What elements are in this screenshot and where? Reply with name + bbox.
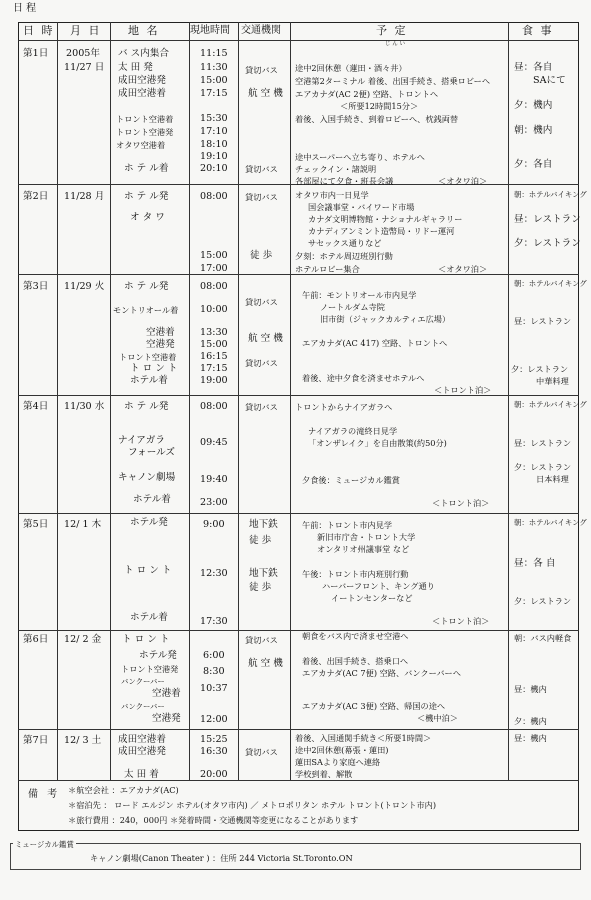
place: トロント空港発	[121, 664, 179, 674]
time: 20:10	[200, 163, 228, 174]
musical-text: キャノン劇場(Canon Theater ) ：住所 244 Victoria St.Toronto.ON	[90, 853, 353, 863]
remarks-line: ＊旅行費用 ：240，000円 ＊発着時間・交通機関等変更になることがあります	[68, 815, 359, 825]
transport: 貸切バス	[245, 164, 278, 174]
plan-line: 蓮田SAより家庭へ連絡	[295, 757, 381, 767]
transport: 貸切バス	[245, 297, 278, 307]
meal: 日本料理	[536, 474, 569, 484]
page-title: 日 程	[13, 3, 37, 14]
plan-line: 各部屋にて夕食・班長会議	[295, 176, 394, 186]
plan-line: 着後、入国手続き、到着ロビーへ、枕銭両替	[295, 114, 459, 124]
meal: 夕：レストラン	[511, 364, 569, 374]
place: 成田空港発	[118, 75, 166, 86]
header-plan: 予 定	[376, 24, 408, 37]
remarks-line: ＊航空会社 ：エアカナダ(AC)	[68, 785, 179, 795]
transport: 徒 歩	[249, 582, 272, 593]
meal: 夕：各自	[514, 159, 553, 170]
transport: 徒 歩	[250, 250, 273, 261]
meal: 夕：レストラン	[514, 238, 581, 249]
plan-line: 空港第2ターミナル 着後、出国手続き、搭乗ロビーへ	[295, 76, 491, 86]
date-label: 11/29 火	[64, 281, 105, 292]
plan-line: サセックス通りなど	[308, 238, 382, 248]
place: 成田空港着	[118, 734, 166, 745]
meal: 昼：レストラン	[514, 438, 572, 448]
plan-line: 午前：トロント市内見学	[302, 520, 393, 530]
plan-line: ＜トロント泊＞	[434, 385, 492, 395]
place: ホテル発	[130, 517, 168, 528]
meal: 朝：ホテルバイキング	[514, 400, 587, 409]
plan-line: エアカナダ(AC 2便) 空路、トロントへ	[295, 89, 439, 99]
day-label: 第6日	[23, 634, 49, 645]
plan-line: カナダ文明博物館・ナショナルギャラリー	[308, 214, 463, 224]
place: ト ロ ン ト	[130, 363, 178, 374]
day-label: 第2日	[23, 191, 49, 202]
time: 10:00	[200, 304, 228, 315]
plan-line: カナディアンミント造幣局・リドー運河	[308, 226, 455, 236]
plan-line: ＜トロント泊＞	[432, 498, 490, 508]
place: ホ テ ル発	[124, 401, 169, 412]
place: 成田空港着	[118, 88, 166, 99]
time: 08:00	[200, 281, 228, 292]
date-label: 12/ 1 木	[64, 519, 102, 530]
plan-line: 学校到着、解散	[295, 769, 353, 779]
meal: 中華料理	[536, 376, 569, 386]
place: モントリオール着	[113, 305, 179, 315]
time: 19:10	[200, 151, 228, 162]
place: フォールズ	[128, 447, 176, 458]
place: ホテル発	[139, 650, 177, 661]
place: バ ス内集合	[118, 48, 170, 59]
meal: 朝：ホテルバイキング	[514, 518, 587, 527]
plan-line: ホテルロビー集合	[295, 264, 360, 274]
time: 23:00	[200, 497, 228, 508]
place: 空港着	[152, 688, 181, 699]
plan-line: ＜機中泊＞	[417, 713, 458, 723]
time: 17:30	[200, 616, 228, 627]
day-label: 第5日	[23, 519, 49, 530]
plan-line: 夕刻：ホテル周辺班別行動	[295, 251, 393, 261]
header-date: 月 日	[70, 24, 102, 37]
header-transport: 交通機関	[241, 25, 281, 36]
place: ト ロ ン ト	[124, 565, 172, 576]
meal: 昼：各自	[514, 62, 553, 73]
time: 15:00	[200, 75, 228, 86]
plan-line: 夕食後：ミュージカル鑑賞	[302, 475, 400, 485]
plan-line: オタワ市内一日見学	[295, 190, 369, 200]
time: 08:00	[200, 191, 228, 202]
plan-line: 途中2回休憩（蓮田・酒々井）	[295, 63, 407, 73]
schedule-table	[18, 22, 579, 831]
date-label: 11/30 水	[64, 401, 105, 412]
time: 20:00	[200, 769, 228, 780]
remarks-label: 備 考	[28, 789, 61, 800]
plan-line: 旧市街（ジャックカルティエ広場）	[320, 314, 451, 324]
meal: 朝：ホテルバイキング	[514, 279, 587, 288]
plan-line: 着後、出国手続き、搭乗口へ	[302, 656, 409, 666]
time: 11:30	[200, 62, 228, 73]
time: 18:10	[200, 139, 228, 150]
meal: 夕：レストラン	[514, 462, 572, 472]
plan-line: ノートルダム寺院	[320, 302, 385, 312]
plan-line: 「オンザレイク」を自由散策(約50分)	[308, 438, 447, 448]
plan-line: エアカナダ(AC 3便) 空路、帰国の途へ	[302, 701, 446, 711]
time: 12:30	[200, 568, 228, 579]
place: バンクーバー	[121, 702, 165, 711]
place: ホ テ ル発	[124, 191, 169, 202]
plan-line: イートンセンターなど	[331, 593, 413, 603]
time: 9:00	[203, 519, 225, 530]
meal: 昼：レストラン	[514, 214, 581, 225]
meal: 昼：機内	[514, 684, 547, 694]
meal: 朝：ホテルバイキング	[514, 190, 587, 199]
date-label: 11/28 月	[64, 191, 105, 202]
transport: 航 空 機	[248, 88, 283, 99]
time: 08:00	[200, 401, 228, 412]
place: ト ロ ン ト	[122, 634, 170, 645]
time: 10:37	[200, 683, 228, 694]
plan-line: 国会議事堂・バイワード市場	[308, 202, 415, 212]
place: オ タ ワ	[130, 212, 165, 223]
meal: 昼：機内	[514, 733, 547, 743]
transport: 徒 歩	[249, 535, 272, 546]
day-label: 第1日	[23, 48, 49, 59]
place: 太 田 着	[124, 769, 159, 780]
plan-line: 午前：モントリオール市内見学	[302, 290, 417, 300]
time: 15:00	[200, 339, 228, 350]
meal: 夕：レストラン	[514, 596, 572, 606]
meal: 夕：機内	[514, 716, 547, 726]
time: 19:40	[200, 474, 228, 485]
place: ホテル着	[130, 612, 168, 623]
place: 成田空港発	[118, 746, 166, 757]
plan-line: 午後：トロント市内班別行動	[302, 569, 409, 579]
place: 空港発	[146, 339, 175, 350]
date-label: 12/ 2 金	[64, 634, 102, 645]
time: 19:00	[200, 375, 228, 386]
place: キャノン劇場	[118, 472, 176, 483]
transport: 航 空 機	[248, 333, 283, 344]
place: ナイアガラ	[118, 435, 165, 446]
time: 12:00	[200, 714, 228, 725]
place: ホ テ ル発	[124, 281, 169, 292]
place: トロント空港着	[116, 114, 174, 124]
transport: 貸切バス	[245, 635, 278, 645]
time: 16:30	[200, 746, 228, 757]
transport: 貸切バス	[245, 358, 278, 368]
plan-line: 朝食をバス内で済ませ空港へ	[302, 631, 409, 641]
time: 6:00	[203, 650, 225, 661]
time: 13:30	[200, 327, 228, 338]
remarks-line: ＊宿泊先 ： ロード エルジン ホテル(オタワ市内) ／ メトロポリタン ホテル トロント(トロント市内)	[68, 800, 437, 810]
time: 16:15	[200, 351, 228, 362]
time: 09:45	[200, 437, 228, 448]
time: 15:25	[200, 734, 228, 745]
plan-line: ＜オタワ泊＞	[438, 176, 488, 186]
place: ホテル着	[130, 375, 168, 386]
place: 空港発	[152, 713, 181, 724]
transport: 貸切バス	[245, 192, 278, 202]
place: トロント空港着	[119, 352, 177, 362]
time: 11:15	[200, 48, 228, 59]
plan-line: ＜トロント泊＞	[432, 616, 490, 626]
day-label: 第7日	[23, 735, 49, 746]
place: トロント空港発	[116, 127, 174, 137]
time: 15:00	[200, 250, 228, 261]
place: バンクーバー	[121, 677, 165, 686]
meal: 朝：機内	[514, 125, 553, 136]
plan-line: チェックイン・諸説明	[295, 164, 377, 174]
place: ホ テ ル着	[124, 163, 169, 174]
plan-line: ＜所要12時間15分＞	[340, 101, 419, 111]
transport: 航 空 機	[248, 658, 283, 669]
time: 15:30	[200, 113, 228, 124]
transport: 地下鉄	[249, 568, 278, 579]
plan-line: 新旧市庁舎・トロント大学	[317, 532, 416, 542]
time: 17:15	[200, 88, 228, 99]
time: 8:30	[203, 666, 225, 677]
place: ホテル着	[133, 494, 171, 505]
plan-line: 途中スーパーへ立ち寄り、ホテルへ	[295, 152, 425, 162]
day-label: 第4日	[23, 401, 49, 412]
meal: 朝：バス内軽食	[514, 633, 572, 643]
plan-line: ナイアガラの滝終日見学	[308, 426, 398, 436]
transport: 地下鉄	[249, 519, 278, 530]
place: オタワ空港着	[116, 140, 166, 150]
time: 17:15	[200, 363, 228, 374]
plan-line: 着後、入国通関手続き＜所要1時間＞	[295, 733, 432, 743]
plan-line: エアカナダ(AC 417) 空路、トロントへ	[302, 338, 448, 348]
meal: 夕：機内	[514, 100, 553, 111]
meal: 昼：各 自	[514, 558, 556, 569]
transport: 貸切バス	[245, 65, 278, 75]
header-meal: 食 事	[522, 24, 554, 37]
plan-line: 途中2回休憩(幕張・蓮田)	[295, 745, 389, 755]
meal: SAにて	[533, 75, 566, 86]
header-place: 地 名	[128, 24, 160, 37]
plan-line: エアカナダ(AC 7便) 空路、バンクーバーへ	[302, 668, 461, 678]
place: 空港着	[146, 327, 175, 338]
time: 17:00	[200, 263, 228, 274]
plan-line: ＜オタワ泊＞	[438, 264, 488, 274]
header-day: 日 時	[23, 24, 55, 37]
plan-line: 着後、途中夕食を済ませホテルへ	[302, 373, 425, 383]
date-label: 12/ 3 土	[64, 735, 102, 746]
meal: 昼：レストラン	[514, 316, 572, 326]
day-label: 第3日	[23, 281, 49, 292]
transport: 貸切バス	[245, 402, 278, 412]
transport: 貸切バス	[245, 747, 278, 757]
place: 太 田 発	[118, 62, 153, 73]
time: 17:10	[200, 126, 228, 137]
header-time: 現地時間	[190, 25, 230, 36]
plan-line: ハーバーフロント、キング通り	[322, 581, 435, 591]
plan-line: オンタリオ州議事堂 など	[317, 544, 410, 554]
date-year: 2005年	[66, 48, 101, 59]
plan-line: トロントからナイアガラへ	[295, 402, 393, 412]
furigana: じ ん い	[385, 41, 405, 47]
musical-label: ミュージカル鑑賞	[15, 840, 74, 849]
date-label: 11/27 日	[64, 62, 105, 73]
